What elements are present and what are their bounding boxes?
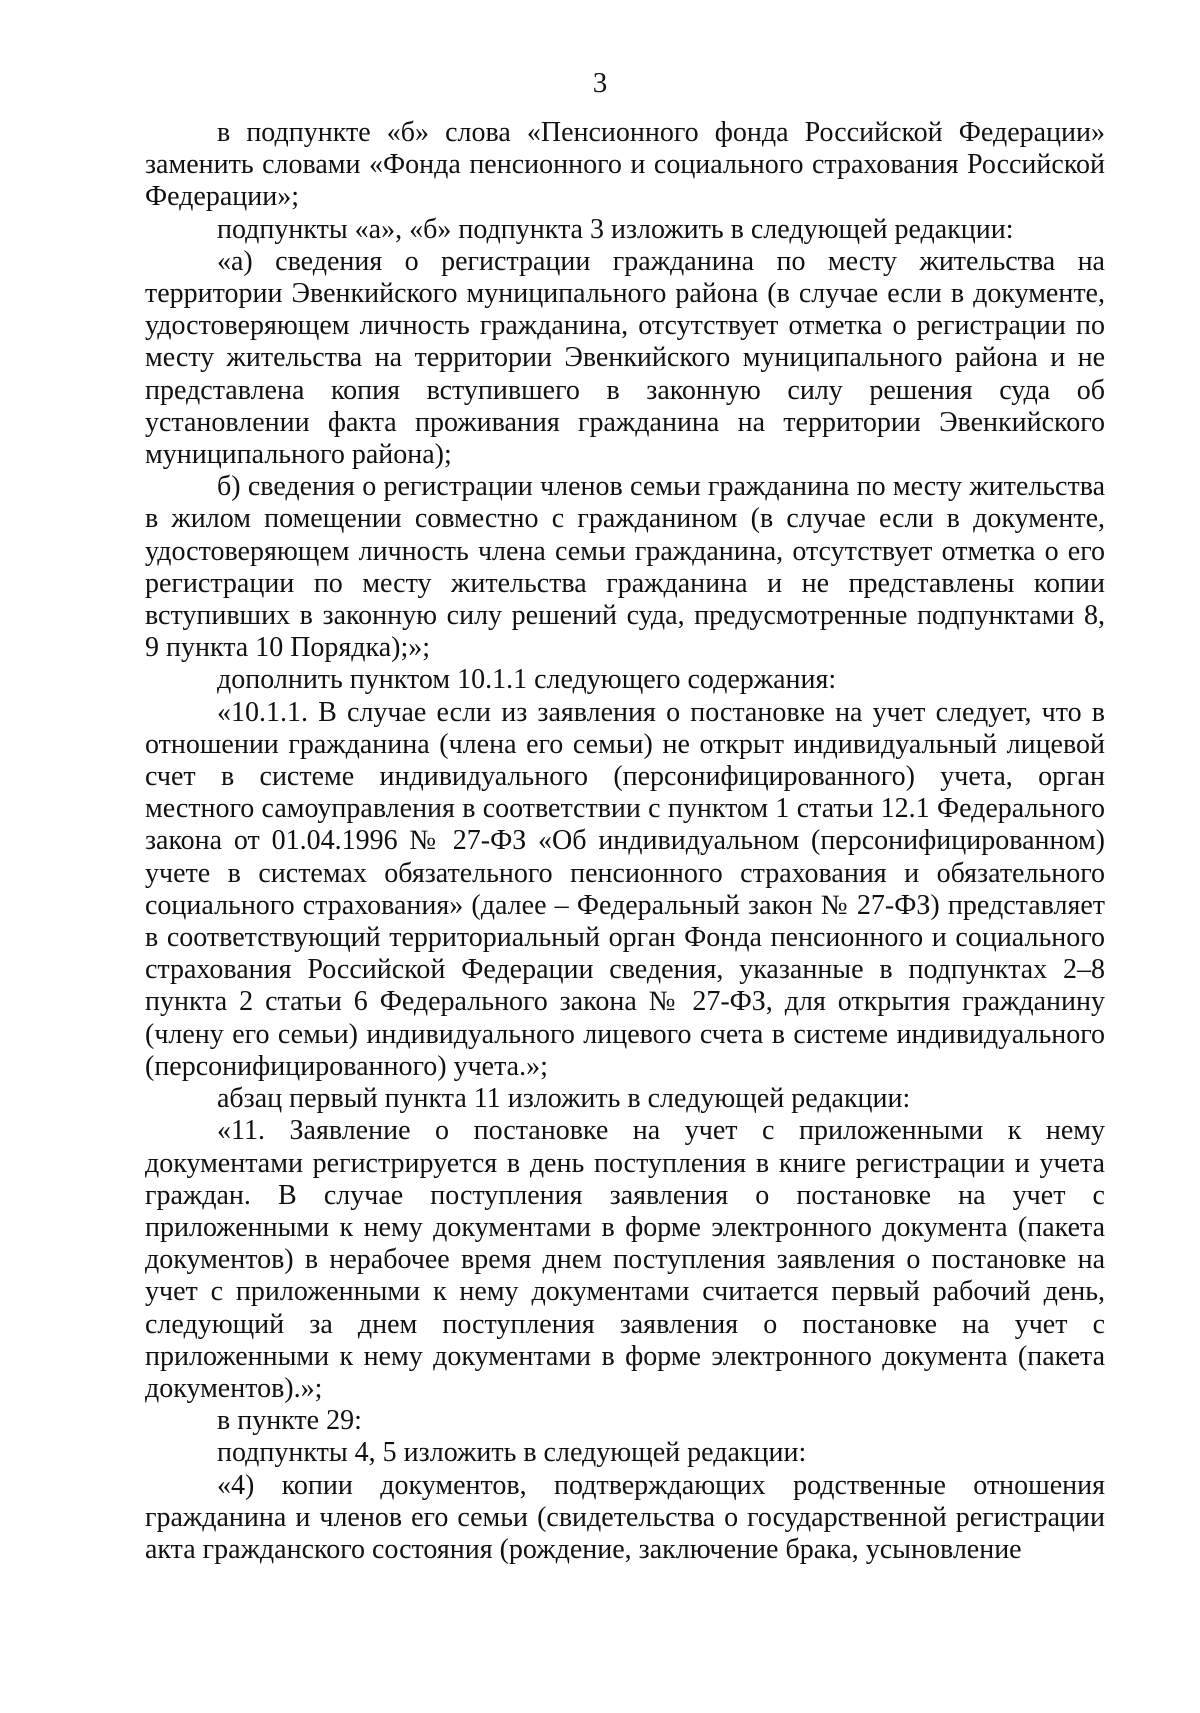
paragraph-add-clause-intro: дополнить пунктом 10.1.1 следующего содержания: xyxy=(217,664,837,696)
paragraph-clause-29-intro: в пункте 29: xyxy=(217,1405,362,1437)
paragraph-subclause-4: «4) копии документов, подтверждающих родственные отношения гражданина и членов его семьи (свидетельства о государственной регистрации акта гражданского состояния (рождение, заключение брака, усыновление xyxy=(145,1469,1105,1565)
paragraph-subclause-b: б) сведения о регистрации членов семьи гражданина по месту жительства в жилом помещении совместно с гражданином (в случае если в документе, удостоверяющем личность члена семьи гражданина, отсутствует отметка о его регистрации по месту жительства гражданина и не представлены копии вступивших в законную силу решений суда, предусмотренные подпунктами 8, 9 пункта 10 Порядка);»; xyxy=(145,471,1105,664)
paragraph-clause-11: «11. Заявление о постановке на учет с приложенными к нему документами регистрируется в день поступления в книге регистрации и учета граждан. В случае поступления заявления о постановке на учет с приложенными к нему документами в форме электронного документа (пакета документов) в нерабочее время днем поступления заявления о постановке на учет с приложенными к нему документами считается первый рабочий день, следующий за днем поступления заявления о постановке на учет с приложенными к нему документами в форме электронного документа (пакета документов).»; xyxy=(145,1115,1105,1404)
paragraph-subclauses-a-b-intro: подпункты «а», «б» подпункта 3 изложить в следующей редакции: xyxy=(217,213,1014,245)
paragraph-clause-10-1-1: «10.1.1. В случае если из заявления о постановке на учет следует, что в отношении гражданина (члена его семьи) не открыт индивидуальный лицевой счет в системе индивидуального (персонифицированного) учета, орган местного самоуправления в соответствии с пунктом 1 статьи 12.1 Федерального закона от 01.04.1996 № 27-ФЗ «Об индивидуальном (персонифицированном) учете в системах обязательного пенсионного страхования и обязательного социального страхования» (далее – Федеральный закон № 27-ФЗ) представляет в соответствующий территориальный орган Фонда пенсионного и социального страхования Российской Федерации сведения, указанные в подпунктах 2–8 пункта 2 статьи 6 Федерального закона № 27-ФЗ, для открытия гражданину (члену его семьи) индивидуального лицевого счета в системе индивидуального (персонифицированного) учета.»; xyxy=(145,696,1105,1082)
paragraph-clause-11-intro: абзац первый пункта 11 изложить в следующей редакции: xyxy=(217,1083,911,1115)
paragraph-replace-pension-fund: в подпункте «б» слова «Пенсионного фонда Российской Федерации» заменить словами «Фонда пенсионного и социального страхования Российской Федерации»; xyxy=(145,117,1105,213)
paragraph-subclauses-4-5-intro: подпункты 4, 5 изложить в следующей редакции: xyxy=(217,1437,807,1469)
paragraph-subclause-a: «а) сведения о регистрации гражданина по месту жительства на территории Эвенкийского муниципального района (в случае если в документе, удостоверяющем личность гражданина, отсутствует отметка о регистрации по месту жительства на территории Эвенкийского муниципального района и не представлена копия вступившего в законную силу решения суда об установлении факта проживания гражданина на территории Эвенкийского муниципального района); xyxy=(145,245,1105,471)
document-body xyxy=(145,117,1105,1566)
page-number: 3 xyxy=(592,67,608,99)
